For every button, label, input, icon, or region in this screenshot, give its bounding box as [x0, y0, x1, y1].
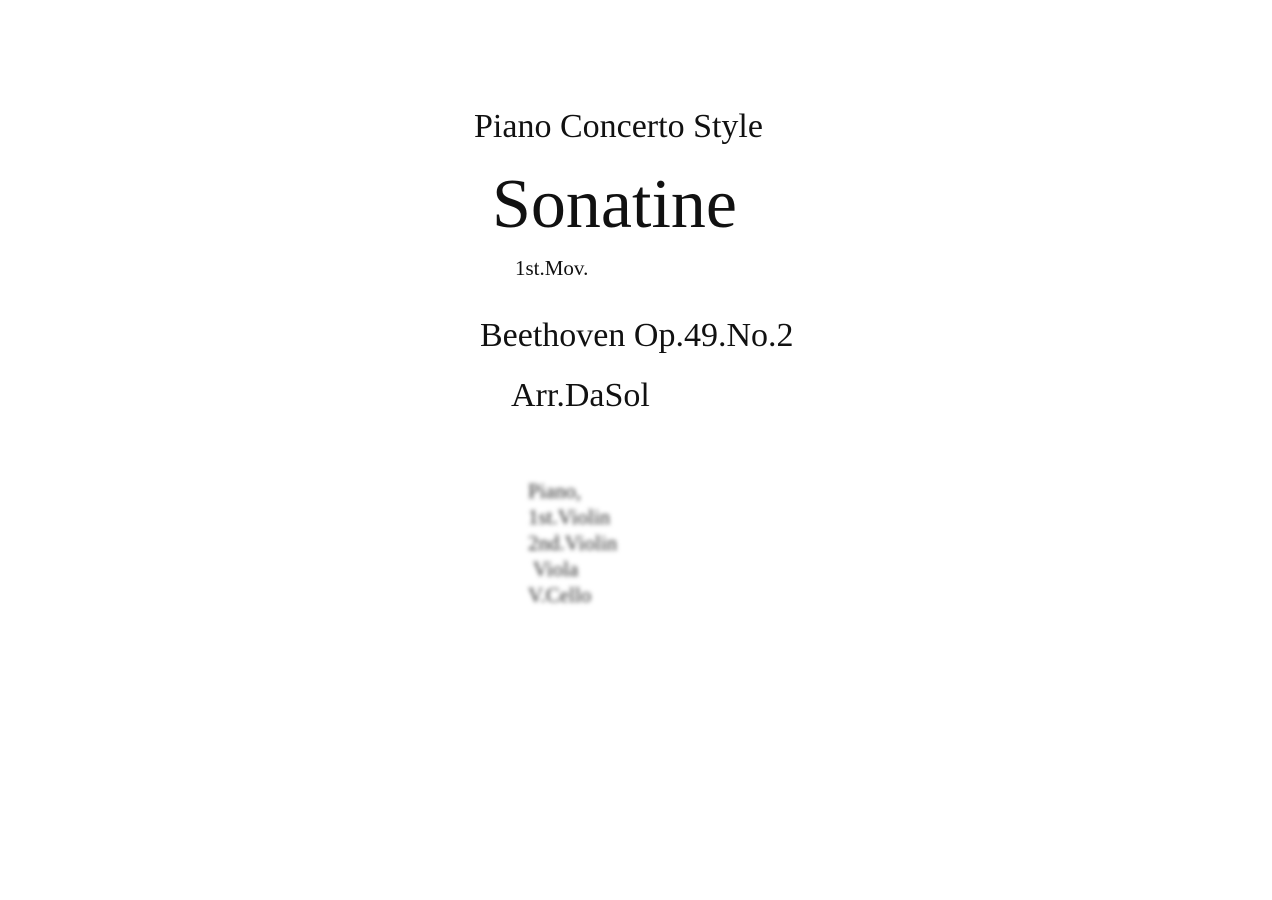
- style-subtitle: Piano Concerto Style: [474, 108, 763, 145]
- instrument-item: 2nd.Violin: [528, 531, 618, 555]
- instrument-item: Piano,: [528, 479, 582, 503]
- composer-line: Beethoven Op.49.No.2: [480, 317, 794, 354]
- instrument-list: [528, 478, 617, 608]
- instrument-item: V.Cello: [528, 583, 592, 607]
- arranger-line: Arr.DaSol: [511, 377, 650, 414]
- piece-title: Sonatine: [492, 166, 737, 243]
- instrument-item: Viola: [528, 557, 579, 581]
- movement-label: 1st.Mov.: [515, 256, 589, 280]
- instrument-item: 1st.Violin: [528, 505, 611, 529]
